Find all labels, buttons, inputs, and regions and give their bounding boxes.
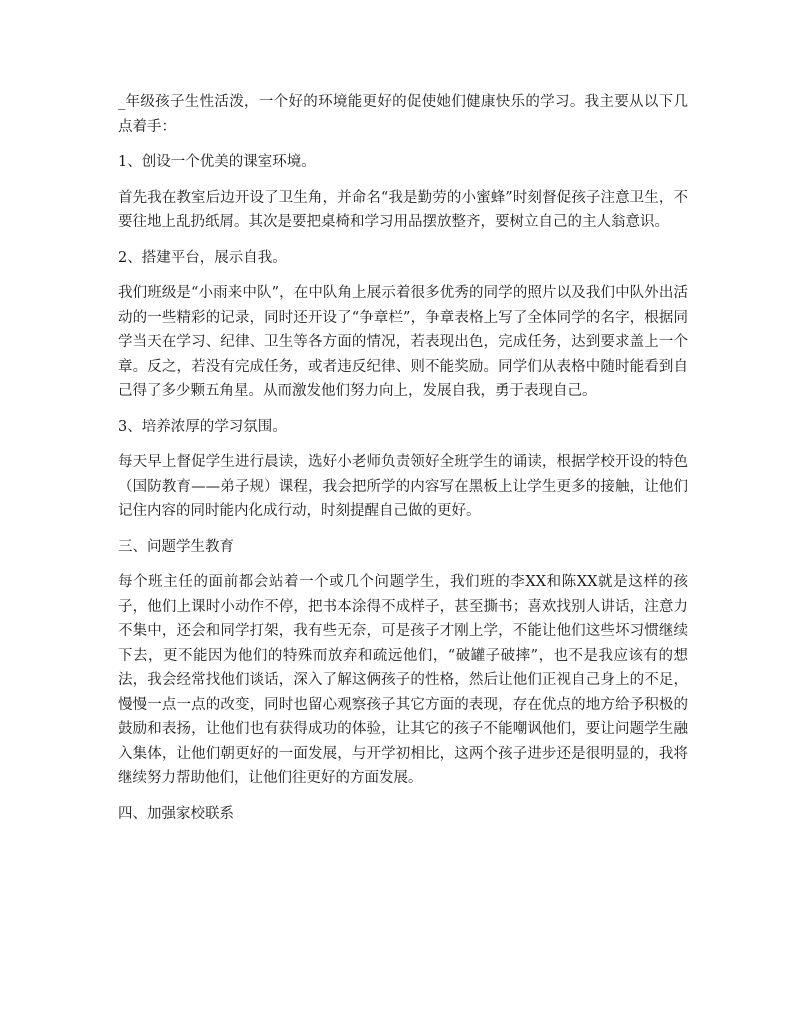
item-paragraph-3: 每天早上督促学生进行晨读，选好小老师负责领好全班学生的诵读，根据学校开设的特色（国防教育——弟子规）课程，我会把所学的内容写在黑板上让学生更多的接触，让他们记住内容的同时能内化成行动，时刻提醒自己做的更好。 <box>118 454 688 519</box>
item-heading-1: 1、创设一个优美的课室环境。 <box>118 154 316 170</box>
intro-paragraph: _年级孩子生性活泼，一个好的环境能更好的促使她们健康快乐的学习。我主要从以下几点着手： <box>118 94 688 135</box>
item-heading-2: 2、搭建平台，展示自我。 <box>118 249 287 266</box>
item-heading-3: 3、培养浓厚的学习氛围。 <box>118 418 287 435</box>
document-body <box>118 90 688 837</box>
section-heading-4: 四、加强家校联系 <box>118 805 234 822</box>
section-paragraph-3: 每个班主任的面前都会站着一个或几个问题学生，我们班的李XX和陈XX就是这样的孩子，他们上课时小动作不停，把书本涂得不成样子，甚至撕书；喜欢找别人讲话，注意力不集中，还会和同学打架，我有些无奈，可是孩子才刚上学，不能让他们这些坏习惯继续下去，更不能因为他们的特殊而放弃和疏远他们，“破罐子破摔”，也不是我应该有的想法，我会经常找他们谈话，深入了解这俩孩子的性格，然后让他们正视自己身上的不足，慢慢一点一点的改变，同时也留心观察孩子其它方面的表现，存在优点的地方给予积极的鼓励和表扬，让他们也有获得成功的体验，让其它的孩子不能嘲讽他们，要让问题学生融入集体，让他们朝更好的一面发展，与开学初相比，这两个孩子进步还是很明显的，我将继续努力帮助他们，让他们往更好的方面发展。 <box>118 574 688 786</box>
item-paragraph-1: 首先我在教室后边开设了卫生角，并命名“我是勤劳的小蜜蜂”时刻督促孩子注意卫生，不要往地上乱扔纸屑。其次是要把桌椅和学习用品摆放整齐，要树立自己的主人翁意识。 <box>118 189 688 230</box>
section-heading-3: 三、问题学生教育 <box>118 538 234 555</box>
item-paragraph-2: 我们班级是“小雨来中队”，在中队角上展示着很多优秀的同学的照片以及我们中队外出活动的一些精彩的记录，同时还开设了“争章栏”，争章表格上写了全体同学的名字，根据同学当天在学习、纪律、卫生等各方面的情况，若表现出色，完成任务，达到要求盖上一个章。反之，若没有完成任务，或者违反纪律、则不能奖励。同学们从表格中随时能看到自己得了多少颗五角星。从而激发他们努力向上，发展自我，勇于表现自己。 <box>118 285 688 399</box>
